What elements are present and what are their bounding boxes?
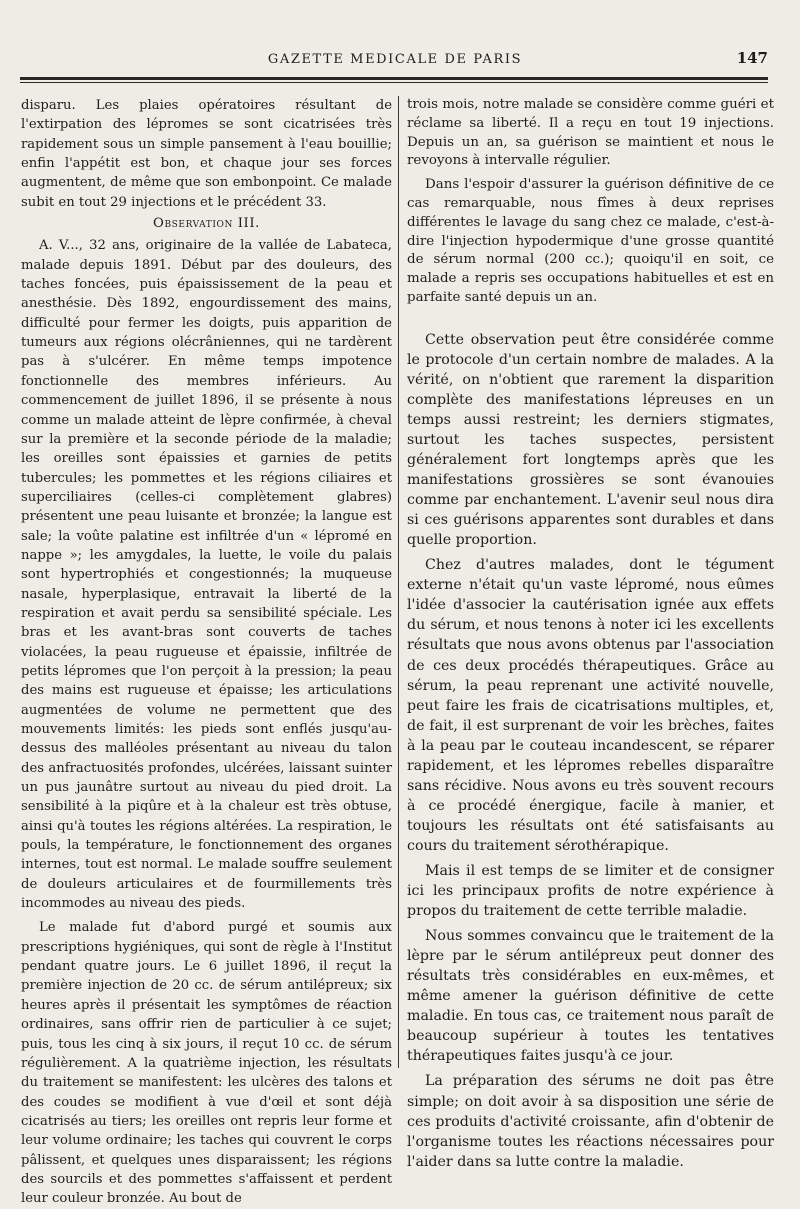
column-divider [398, 96, 399, 1068]
section-break [407, 308, 774, 330]
paragraph: Chez d'autres malades, dont le tégument externe n'était qu'un vaste lépromé, nous eûmes l'idée d'associer la cautérisation ignée aux effets du sérum, et nous tenons à noter ici les excellents résultats que nous avons obtenus par l'association de ces deux procédés thérapeutiques. Grâce au sérum, la peau reprenant une activité nouvelle, peut faire les frais de cicatrisations multiples, et, de fait, il est surprenant de voir les brèches, faites à la peau par le couteau incandescent, se réparer rapidement, et les lépromes rebelles disparaître sans récidive. Nous avons eu très souvent recours à ce procédé énergique, facile à manier, et toujours les résultats ont été satisfaisants au cours du traitement sérothérapique. [407, 557, 774, 854]
header-rule [20, 77, 768, 83]
journal-title: GAZETTE MEDICALE DE PARIS [267, 52, 523, 67]
paragraph: Mais il est temps de se limiter et de consigner ici les principaux profits de notre expérience à propos du traitement de cette terrible maladie. [407, 862, 774, 920]
paragraph: trois mois, notre malade se considère comme guéri et réclame sa liberté. Il a reçu en tout 19 injections. Depuis un an, sa guérison se maintient et nous le revoyons à intervalle régulier. [407, 97, 774, 169]
paragraph: disparu. Les plaies opératoires résultant de l'extirpation des lépromes se sont cicatrisées très rapidement sous un simple pansement à l'eau bouillie; enfin l'appétit est bon, et chaque jour ses forces augmentent, de même que son embonpoint. Ce malade subit en tout 29 injections et le précédent 33. [21, 98, 392, 210]
paragraph: Le malade fut d'abord purgé et soumis aux prescriptions hygiéniques, qui sont de règle à l'Institut pendant quatre jours. Le 6 juillet 1896, il reçut la première injection de 20 cc. de sérum antilépreux; six heures après il présentait les symptômes de réaction ordinaires, sans offrir rien de particulier à ce sujet; puis, tous les cinq à six jours, il reçut 10 cc. de sérum régulièrement. A la quatrième injection, les résultats du traitement se manifestent: les ulcères des talons et des coudes se modifient à vue d'œil et sont déjà cicatrisés au tiers; les oreilles ont repris leur forme et leur volume ordinaire; les taches qui couvrent le corps pâlissent, et quelques unes disparaissent; les régions des sourcils et des pommettes s'affaissent et perdent leur couleur bronzée. Au bout de [21, 920, 392, 1207]
left-column [21, 96, 392, 1207]
page-number: 147 [736, 49, 768, 67]
paragraph: La préparation des sérums ne doit pas être simple; on doit avoir à sa disposition une série de ces produits d'activité croissante, afin d'obtenir de l'organisme toutes les réactions nécessaires pour l'aider dans sa lutte contre la maladie. [407, 1073, 774, 1170]
observation-heading: Observation III. [153, 216, 260, 232]
paragraph: Nous sommes convaincu que le traitement de la lèpre par le sérum antilépreux peut donner des résultats très considérables en eux-mêmes, et même amener la guérison définitive de cette maladie. En tous cas, ce traitement nous paraît de beaucoup supérieur à toutes les tentatives thérapeutiques faites jusqu'à ce jour. [407, 928, 774, 1065]
paragraph: Dans l'espoir d'assurer la guérison définitive de ce cas remarquable, nous fîmes à deux reprises différentes le lavage du sang chez ce malade, c'est-à-dire l'injection hypodermique d'une grosse quantité de sérum normal (200 cc.); quoiqu'il en soit, ce malade a repris ses occupations habituelles et est en parfaite santé depuis un an. [407, 177, 774, 305]
paragraph: Cette observation peut être considérée comme le protocole d'un certain nombre de malades. A la vérité, on n'obtient que rarement la disparition complète des manifestations lépreuses en un temps aussi restreint; les derniers stigmates, surtout les taches suspectes, persistent généralement fort longtemps après que les manifestations grossières se sont évanouies comme par enchantement. L'avenir seul nous dira si ces guérisons apparentes sont durables et dans quelle proportion. [407, 331, 774, 549]
running-header [22, 46, 768, 70]
right-column [407, 96, 774, 1170]
paragraph: A. V..., 32 ans, originaire de la vallée de Labateca, malade depuis 1891. Début par des douleurs, des taches foncées, puis épaississement de la peau et anesthésie. Dès 1892, engourdissement des mains, difficulté pour fermer les doigts, puis apparition de tumeurs aux régions olécrâniennes, qui ne tardèrent pas à s'ulcérer. En même temps impotence fonctionnelle des membres inférieurs. Au commencement de juillet 1896, il se présente à nous comme un malade atteint de lèpre confirmée, à cheval sur la première et la seconde période de la maladie; les oreilles sont épaissies et garnies de petits tubercules; les pommettes et les régions ciliaires et superciliaires (celles-ci complètement glabres) présentent une peau luisante et bronzée; la langue est sale; la voûte palatine est infiltrée d'un « lépromé en nappe »; les amygdales, la luette, le voile du palais sont hypertrophiés et congestionnés; la muqueuse nasale, hyperplasique, entravait la liberté de la respiration et avait perdu sa sensibilité spéciale. Les bras et les avant-bras sont couverts de taches violacées, la peau rugueuse et épaissie, infiltrée de petits lépromes que l'on perçoit à la pression; la peau des mains est rugueuse et épaisse; les articulations augmentées de volume ne permettent que des mouvements limités: les pieds sont enflés jusqu'au-dessus des malléoles présentant au niveau du talon des anfractuosités profondes, ulcérées, laissant suinter un pus jaunâtre surtout au niveau du pied droit. La sensibilité à la piqûre et à la chaleur est très obtuse, ainsi qu'à toutes les régions altérées. La respiration, le pouls, la température, le fonctionnement des organes internes, tout est normal. Le malade souffre seulement de douleurs articulaires et de fourmillements très incommodes au niveau des pieds. [21, 238, 392, 912]
